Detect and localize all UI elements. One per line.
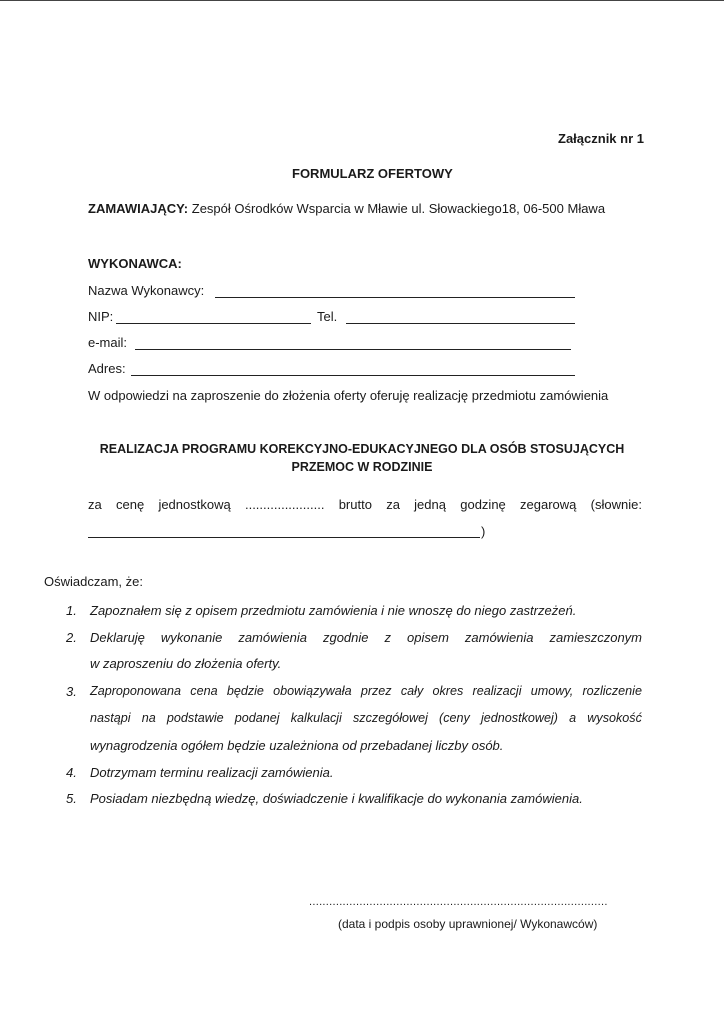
declaration-word: szczegółowej — [353, 711, 428, 725]
unit-price-field[interactable]: ...................... — [244, 497, 325, 512]
declaration-word: okres — [432, 684, 464, 698]
declaration-word: kalkulacji — [290, 711, 342, 725]
declaration-word: a — [569, 711, 577, 725]
declaration-word: zamówienia — [238, 630, 307, 645]
declaration-word: podstawie — [166, 711, 224, 725]
declaration-word: zamówienia — [464, 630, 534, 645]
declaration-item-number: 3. — [66, 684, 77, 699]
annex-label: Załącznik nr 1 — [558, 131, 644, 146]
declaration-word: jednostkowej) — [480, 711, 558, 725]
declaration-word: rozliczenie — [582, 684, 642, 698]
contractor-heading: WYKONAWCA: — [88, 256, 182, 271]
top-border-line — [0, 0, 724, 1]
price-word: jedną — [414, 497, 446, 512]
program-title-line2: PRZEMOC W RODZINIE — [291, 460, 433, 474]
declaration-word: na — [141, 711, 156, 725]
client-value: Zespół Ośrodków Wsparcia w Mławie ul. Słowackiego18, 06-500 Mława — [191, 201, 606, 216]
email-field[interactable] — [135, 349, 571, 350]
price-word: (słownie: — [590, 497, 642, 512]
declaration-item-text: Zapoznałem się z opisem przedmiotu zamówienia i nie wnoszę do niego zastrzeżeń. — [90, 603, 577, 618]
declaration-item-text — [90, 711, 642, 725]
form-title: FORMULARZ OFERTOWY — [292, 166, 453, 181]
declaration-word: realizacji — [472, 684, 522, 698]
address-label: Adres: — [88, 361, 126, 376]
contractor-name-field[interactable] — [215, 297, 575, 298]
price-word: godzinę — [460, 497, 506, 512]
price-word: cenę — [115, 497, 145, 512]
declaration-item-number: 5. — [66, 791, 77, 806]
declaration-word: wykonanie — [160, 630, 223, 645]
declaration-word: nastąpi — [90, 711, 131, 725]
declaration-item-text: Posiadam niezbędną wiedzę, doświadczenie i kwalifikacje do wykonania zamówienia. — [90, 791, 583, 806]
nip-label: NIP: — [88, 309, 114, 324]
price-in-words-field[interactable] — [88, 537, 480, 538]
declaration-item-text — [90, 684, 642, 698]
signature-field[interactable]: ......................................................................................... — [309, 896, 608, 908]
price-word: za — [88, 497, 102, 512]
contractor-name-label: Nazwa Wykonawcy: — [88, 283, 205, 298]
declaration-word: przez — [360, 684, 392, 698]
declaration-item-number: 1. — [66, 603, 77, 618]
declaration-word: podanej — [234, 711, 280, 725]
declaration-item-text: Dotrzymam terminu realizacji zamówienia. — [90, 765, 334, 780]
declaration-item-number: 2. — [66, 630, 77, 645]
price-word: za — [386, 497, 400, 512]
declaration-item-text — [90, 630, 642, 645]
declaration-word: (ceny — [439, 711, 470, 725]
declaration-word: Zaproponowana — [90, 684, 182, 698]
declaration-word: zgodnie — [322, 630, 369, 645]
email-label: e-mail: — [88, 335, 128, 350]
signature-caption: (data i podpis osoby uprawnionej/ Wykonawców) — [338, 917, 598, 931]
tel-label: Tel. — [317, 309, 338, 324]
declaration-word: opisem — [406, 630, 449, 645]
price-word: brutto — [338, 497, 372, 512]
declaration-word: cena — [190, 684, 218, 698]
declaration-word: zamieszczonym — [549, 630, 642, 645]
price-word: jednostkową — [158, 497, 231, 512]
price-closing-paren: ) — [481, 524, 486, 539]
address-field[interactable] — [131, 375, 575, 376]
client-row — [88, 201, 605, 216]
declaration-word: Deklaruję — [90, 630, 145, 645]
declaration-word: obowiązywała — [273, 684, 352, 698]
declaration-word: będzie — [226, 684, 264, 698]
tel-field[interactable] — [346, 323, 575, 324]
response-text: W odpowiedzi na zaproszenie do złożenia oferty oferuję realizację przedmiotu zamówienia — [88, 388, 609, 403]
client-label: ZAMAWIAJĄCY: — [88, 201, 189, 216]
declaration-word: cały — [400, 684, 424, 698]
declaration-item-text: w zaproszeniu do złożenia oferty. — [90, 656, 282, 671]
program-title-line1: REALIZACJA PROGRAMU KOREKCYJNO-EDUKACYJNEGO DLA OSÓB STOSUJĄCYCH — [99, 442, 625, 456]
declaration-word: z — [384, 630, 391, 645]
declaration-word: wysokość — [587, 711, 642, 725]
declaration-item-number: 4. — [66, 765, 77, 780]
price-line — [88, 497, 642, 512]
declaration-item-text: wynagrodzenia ogółem będzie uzależniona od przebadanej liczby osób. — [90, 738, 504, 753]
price-word: zegarową — [520, 497, 577, 512]
nip-field[interactable] — [116, 323, 311, 324]
declaration-word: umowy, — [530, 684, 574, 698]
declaration-intro: Oświadczam, że: — [44, 574, 143, 589]
